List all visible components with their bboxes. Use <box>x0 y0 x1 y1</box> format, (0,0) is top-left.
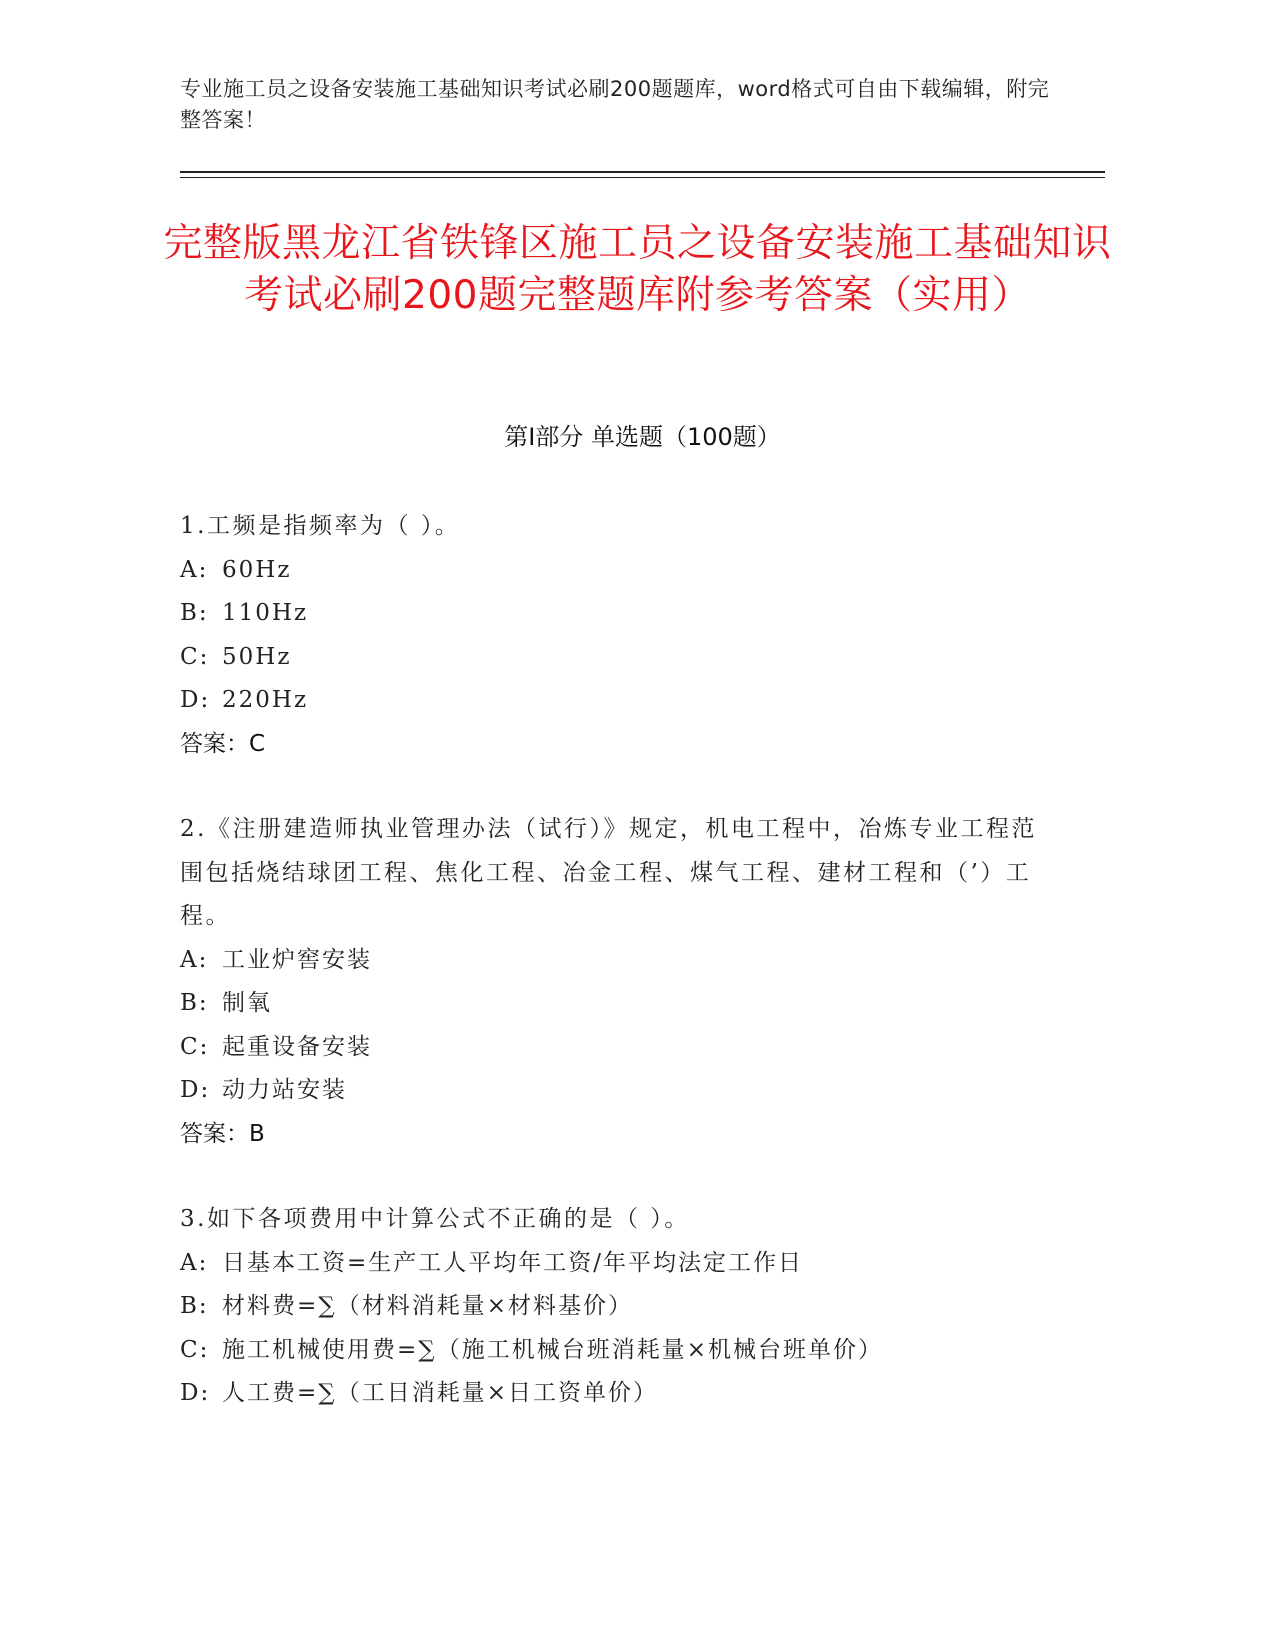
option-text: 日基本工资=生产工人平均年工资/年平均法定工作日 <box>222 1249 804 1276</box>
question-stem: 2.《注册建造师执业管理办法（试行）》规定，机电工程中，冶炼专业工程范围包括烧结球团工程、焦化工程、冶金工程、煤气工程、建材工程和（’）工程。 <box>180 816 1037 929</box>
answer-line: 答案：C <box>180 730 266 757</box>
option-text: 施工机械使用费=∑（施工机械台班消耗量×机械台班单价） <box>222 1336 883 1363</box>
question-2 <box>180 808 1045 1156</box>
option-text: 60Hz <box>222 556 292 583</box>
option-b <box>180 592 1045 636</box>
option-text: 50Hz <box>222 643 292 670</box>
header-note: 专业施工员之设备安装施工基础知识考试必刷200题题库，word格式可自由下载编辑，附完整答案！ <box>180 77 1050 132</box>
document-title: 完整版黑龙江省铁锋区施工员之设备安装施工基础知识考试必刷200题完整题库附参考答案（实用） <box>163 221 1112 318</box>
option-letter: A: <box>180 556 209 583</box>
answer-line: 答案：B <box>180 1120 265 1147</box>
question-stem: 3.如下各项费用中计算公式不正确的是（ ）。 <box>180 1206 690 1232</box>
option-text: 制氧 <box>222 990 272 1016</box>
option-text: 工业炉窖安装 <box>222 946 372 973</box>
header-divider-thin <box>180 177 1105 178</box>
option-letter: D: <box>180 687 211 713</box>
option-c <box>180 636 1045 680</box>
option-text: 220Hz <box>222 687 309 713</box>
option-a <box>180 939 1045 983</box>
option-letter: C: <box>180 1336 210 1363</box>
option-d <box>180 679 1045 723</box>
question-3 <box>180 1198 1045 1416</box>
option-c <box>180 1329 1045 1373</box>
option-a <box>180 1242 1045 1286</box>
question-list <box>180 505 1045 1416</box>
option-letter: D: <box>180 1380 211 1406</box>
option-text: 人工费=∑（工日消耗量×日工资单价） <box>222 1380 658 1406</box>
option-letter: B: <box>180 990 209 1016</box>
question-1 <box>180 505 1045 766</box>
section-title: 第I部分 单选题（100题） <box>504 423 781 451</box>
option-letter: C: <box>180 643 210 670</box>
option-letter: B: <box>180 600 209 626</box>
option-d <box>180 1372 1045 1416</box>
header-divider-thick <box>180 171 1105 173</box>
question-stem: 1.工频是指频率为（ ）。 <box>180 513 461 539</box>
option-text: 材料费=∑（材料消耗量×材料基价） <box>222 1293 633 1319</box>
option-c <box>180 1026 1045 1070</box>
option-letter: A: <box>180 946 209 973</box>
option-letter: A: <box>180 1249 209 1276</box>
option-text: 起重设备安装 <box>222 1033 372 1060</box>
option-text: 动力站安装 <box>222 1077 347 1103</box>
option-text: 110Hz <box>222 600 309 626</box>
option-b <box>180 1285 1045 1329</box>
option-d <box>180 1069 1045 1113</box>
option-a <box>180 549 1045 593</box>
option-letter: B: <box>180 1293 209 1319</box>
option-letter: D: <box>180 1077 211 1103</box>
option-letter: C: <box>180 1033 210 1060</box>
option-b <box>180 982 1045 1026</box>
